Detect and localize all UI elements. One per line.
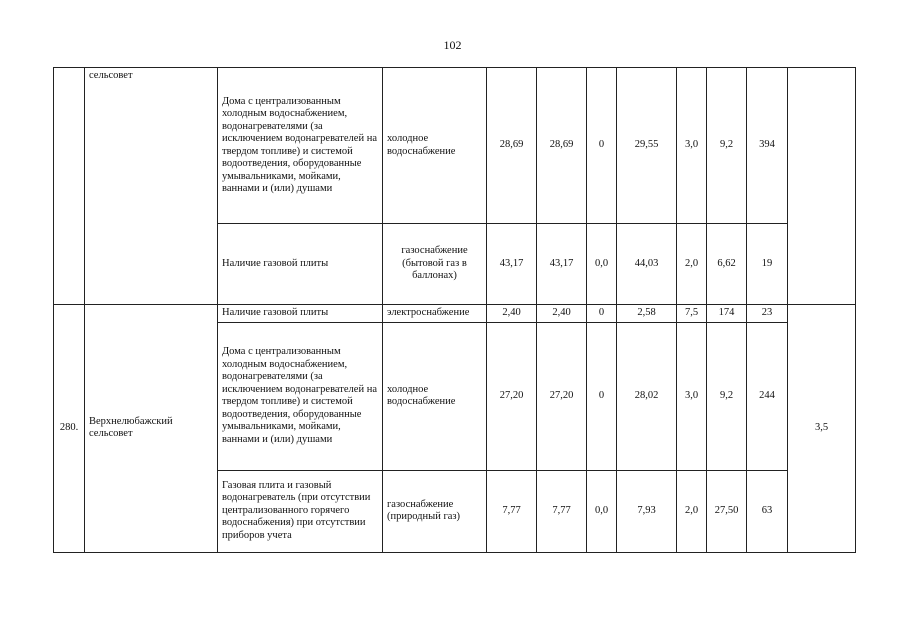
description-cell: Наличие газовой плиты [218, 305, 383, 323]
service-cell: холодное водоснабжение [383, 68, 487, 224]
value-cell: 0 [587, 305, 617, 323]
value-cell: 0,0 [587, 470, 617, 552]
value-cell: 0 [587, 68, 617, 224]
value-cell: 44,03 [617, 224, 677, 305]
settlement-cell: сельсовет [85, 68, 218, 305]
table-row [54, 305, 856, 323]
value-cell: 3,0 [677, 68, 707, 224]
service-cell: электроснабжение [383, 305, 487, 323]
value-cell: 7,77 [537, 470, 587, 552]
service-cell: газоснабжение (природный газ) [383, 470, 487, 552]
value-cell: 7,93 [617, 470, 677, 552]
description-cell: Газовая плита и газовый водонагреватель (при отсутствии централизованного горячего водоснабжения) при отсутствии приборов учета [218, 470, 383, 552]
value-cell: 2,58 [617, 305, 677, 323]
value-cell: 23 [747, 305, 788, 323]
value-cell: 43,17 [537, 224, 587, 305]
value-cell: 19 [747, 224, 788, 305]
value-cell: 7,77 [487, 470, 537, 552]
value-cell: 3,0 [677, 322, 707, 470]
value-cell: 29,55 [617, 68, 677, 224]
last-cell: 3,5 [788, 305, 856, 553]
value-cell: 28,69 [537, 68, 587, 224]
row-number-cell [54, 68, 85, 305]
value-cell: 27,20 [487, 322, 537, 470]
value-cell: 43,17 [487, 224, 537, 305]
value-cell: 394 [747, 68, 788, 224]
value-cell: 0,0 [587, 224, 617, 305]
value-cell: 9,2 [707, 322, 747, 470]
last-cell [788, 68, 856, 305]
table-row [54, 68, 856, 224]
value-cell: 27,20 [537, 322, 587, 470]
value-cell: 27,50 [707, 470, 747, 552]
value-cell: 2,0 [677, 224, 707, 305]
description-cell: Дома с централизованным холодным водоснабжением, водонагревателями (за исключением водонагревателей на твердом топливе) и системой водоотведения, оборудованные умывальниками, мойками, ваннами и (или) душами [218, 68, 383, 224]
value-cell: 9,2 [707, 68, 747, 224]
value-cell: 2,40 [537, 305, 587, 323]
value-cell: 174 [707, 305, 747, 323]
tariff-table [53, 67, 856, 553]
value-cell: 63 [747, 470, 788, 552]
row-number-cell: 280. [54, 305, 85, 553]
value-cell: 2,40 [487, 305, 537, 323]
service-cell: холодное водоснабжение [383, 322, 487, 470]
value-cell: 0 [587, 322, 617, 470]
description-cell: Дома с централизованным холодным водоснабжением, водонагревателями (за исключением водонагревателей на твердом топливе) и системой водоотведения, оборудованные умывальниками, мойками, ваннами и (или) душами [218, 322, 383, 470]
description-cell: Наличие газовой плиты [218, 224, 383, 305]
value-cell: 6,62 [707, 224, 747, 305]
value-cell: 7,5 [677, 305, 707, 323]
value-cell: 28,02 [617, 322, 677, 470]
page-number: 102 [443, 38, 462, 52]
value-cell: 28,69 [487, 68, 537, 224]
service-cell: газоснабжение (бытовой газ в баллонах) [383, 224, 487, 305]
value-cell: 2,0 [677, 470, 707, 552]
value-cell: 244 [747, 322, 788, 470]
settlement-cell: Верхнелюбажский сельсовет [85, 305, 218, 553]
